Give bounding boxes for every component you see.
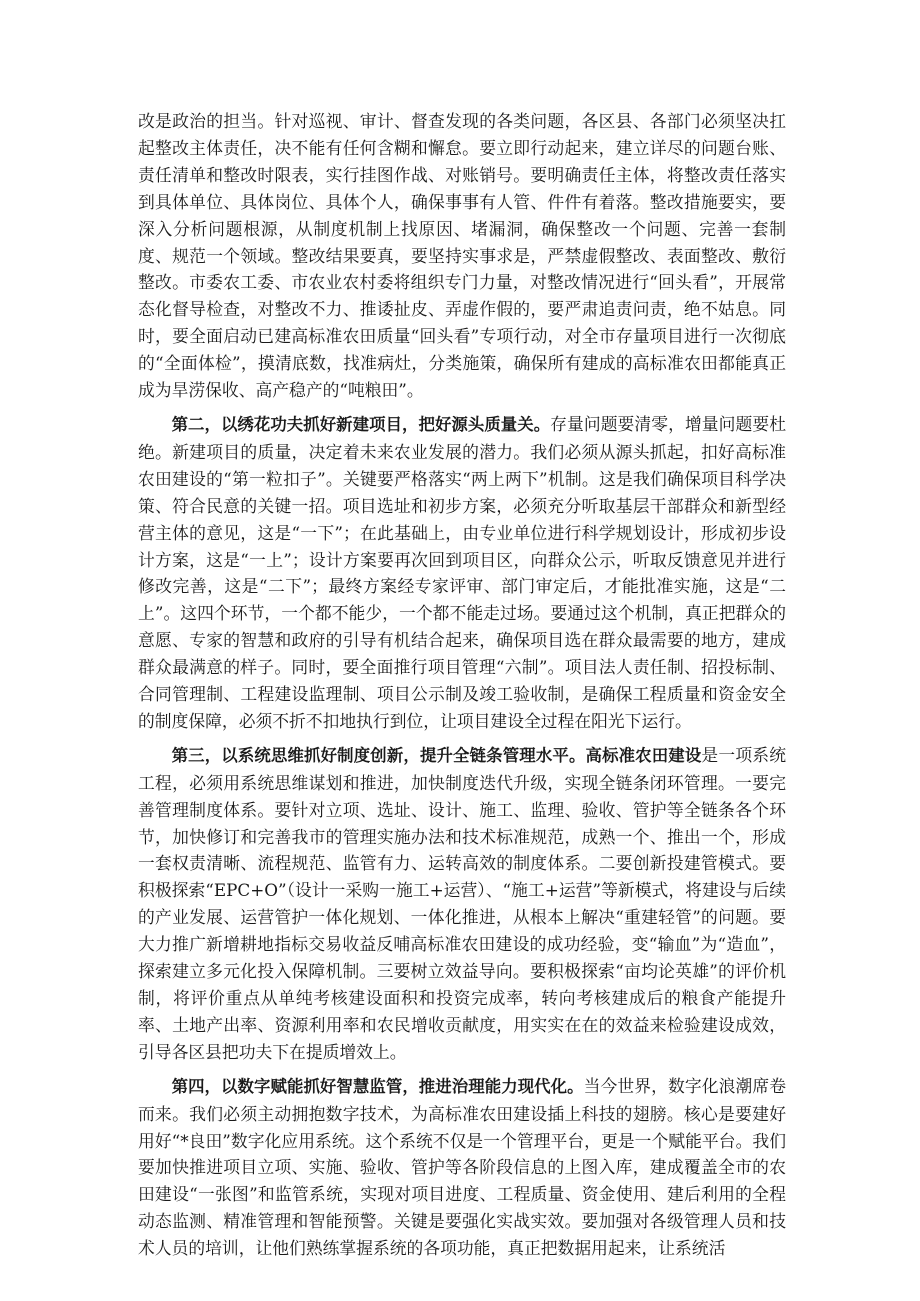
paragraph-2-heading: 第二，以绣花功夫抓好新建项目，把好源头质量关。 — [171, 414, 551, 434]
paragraph-3 — [138, 742, 786, 1066]
paragraph-2-body: 存量问题要清零，增量问题要杜绝。新建项目的质量，决定着未来农业发展的潜力。我们必须从源头抓起，扣好高标准农田建设的“第一粒扣子”。关键要严格落实“两上两下”机制。这是我们确保项目科学决策、符合民意的关键一招。项目选址和初步方案，必须充分听取基层干部群众和新型经营主体的意见，这是“一下”；在此基础上，由专业单位进行科学规划设计，形成初步设计方案，这是“一上”；设计方案要再次回到项目区，向群众公示，听取反馈意见并进行修改完善，这是“二下”；最终方案经专家评审、部门审定后，才能批准实施，这是“二上”。这四个环节，一个都不能少，一个都不能走过场。要通过这个机制，真正把群众的意愿、专家的智慧和政府的引导有机结合起来，确保项目选在群众最需要的地方，建成群众最满意的样子。同时，要全面推行项目管理“六制”。项目法人责任制、招投标制、合同管理制、工程建设监理制、项目公示制及竣工验收制，是确保工程质量和资金安全的制度保障，必须不折不扣地执行到位，让项目建设全过程在阳光下运行。 — [138, 413, 786, 731]
paragraph-4-body: 当今世界，数字化浪潮席卷而来。我们必须主动拥抱数字技术，为高标准农田建设插上科技的翅膀。核心是要建好用好“*良田”数字化应用系统。这个系统不仅是一个管理平台，更是一个赋能平台。我们要加快推进项目立项、实施、验收、管护等各阶段信息的上图入库，建成覆盖全市的农田建设“一张图”和监管系统，实现对项目进度、工程质量、资金使用、建后利用的全程动态监测、精准管理和智能预警。关键是要强化实战实效。要加强对各级管理人员和技术人员的培训，让他们熟练掌握系统的各项功能，真正把数据用起来，让系统活 — [138, 1075, 786, 1259]
paragraph-3-heading: 第三，以系统思维抓好制度创新，提升全链条管理水平。高标准农田建设 — [171, 745, 702, 765]
paragraph-1-body: 改是政治的担当。针对巡视、审计、督查发现的各类问题，各区县、各部门必须坚决扛起整改主体责任，决不能有任何含糊和懈怠。要立即行动起来，建立详尽的问题台账、责任清单和整改时限表，实行挂图作战、对账销号。要明确责任主体，将整改责任落实到具体单位、具体岗位、具体个人，确保事事有人管、件件有着落。整改措施要实，要深入分析问题根源，从制度机制上找原因、堵漏洞，确保整改一个问题、完善一套制度、规范一个领域。整改结果要真，要坚持实事求是，严禁虚假整改、表面整改、敷衍整改。市委农工委、市农业农村委将组织专门力量，对整改情况进行“回头看”，开展常态化督导检查，对整改不力、推诿扯皮、弄虚作假的，要严肃追责问责，绝不姑息。同时，要全面启动已建高标准农田质量“回头看”专项行动，对全市存量项目进行一次彻底的“全面体检”，摸清底数，找准病灶，分类施策，确保所有建成的高标准农田都能真正成为旱涝保收、高产稳产的“吨粮田”。 — [138, 111, 786, 401]
paragraph-2 — [138, 411, 786, 735]
paragraph-3-body: 是一项系统工程，必须用系统思维谋划和推进，加快制度迭代升级，实现全链条闭环管理。一要完善管理制度体系。要针对立项、选址、设计、施工、监理、验收、管护等全链条各个环节，加快修订和完善我市的管理实施办法和技术标准规范，成熟一个、推出一个，形成一套权责清晰、流程规范、监管有力、运转高效的制度体系。二要创新投建管模式。要积极探索“EPC+O”（设计一采购一施工+运营）、“施工+运营”等新模式，将建设与后续的产业发展、运营管护一体化规划、一体化推进，从根本上解决“重建轻管”的问题。要大力推广新增耕地指标交易收益反哺高标准农田建设的成功经验，变“输血”为“造血”，探索建立多元化投入保障机制。三要树立效益导向。要积极探索“亩均论英雄”的评价机制，将评价重点从单纯考核建设面积和投资完成率，转向考核建成后的粮食产能提升率、土地产出率、资源利用率和农民增收贡献度，用实实在在的效益来检验建设成效，引导各区县把功夫下在提质增效上。 — [138, 744, 786, 1062]
paragraph-4-heading: 第四，以数字赋能抓好智慧监管，推进治理能力现代化。 — [171, 1076, 584, 1096]
paragraph-1 — [138, 108, 786, 404]
paragraph-4 — [138, 1073, 786, 1262]
document-page — [138, 108, 786, 1269]
